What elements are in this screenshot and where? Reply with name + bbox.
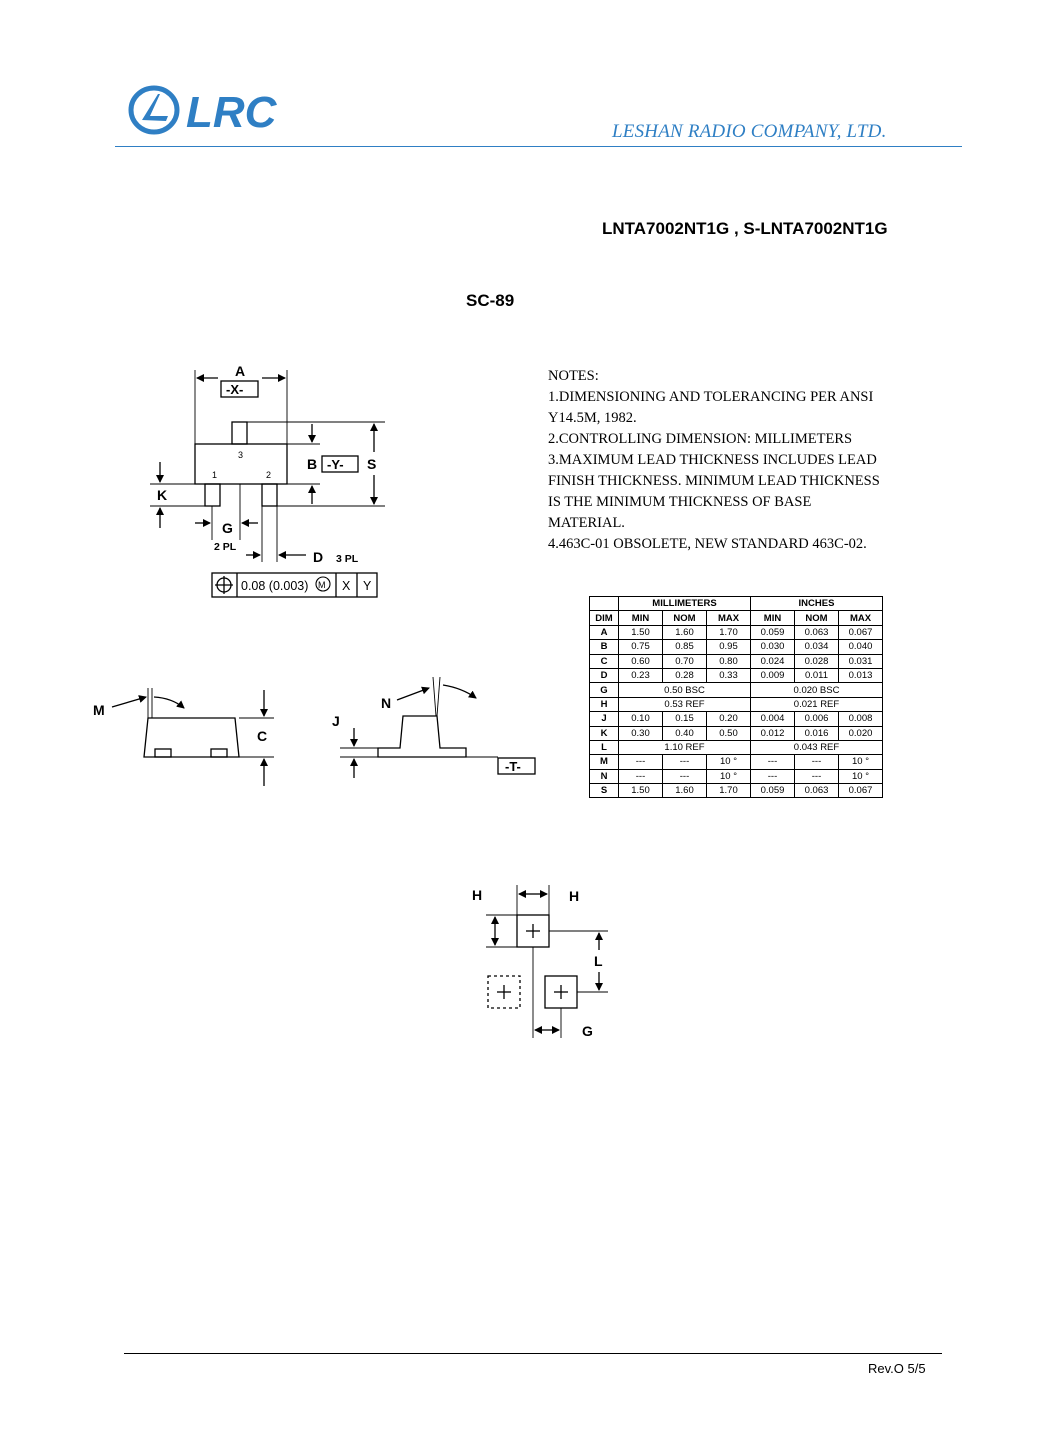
- label-b: B: [307, 456, 318, 472]
- value-cell: ---: [663, 769, 707, 783]
- value-cell: 0.33: [707, 668, 751, 682]
- dim-cell: K: [590, 726, 619, 740]
- datum-ref-y: Y: [363, 579, 372, 593]
- value-cell: 0.067: [839, 784, 883, 798]
- merged-value-cell: 0.020 BSC: [751, 683, 883, 697]
- value-cell: 0.50: [707, 726, 751, 740]
- value-cell: 1.50: [619, 784, 663, 798]
- table-row: [590, 740, 883, 754]
- value-cell: 10 °: [707, 769, 751, 783]
- note-line: IS THE MINIMUM THICKNESS OF BASE: [548, 494, 812, 510]
- dim-cell: C: [590, 654, 619, 668]
- header-millimeters: MILLIMETERS: [619, 597, 751, 611]
- label-h-left: H: [472, 887, 483, 903]
- value-cell: 0.031: [839, 654, 883, 668]
- note-line: MATERIAL.: [548, 515, 625, 531]
- value-cell: 0.75: [619, 640, 663, 654]
- dim-cell: G: [590, 683, 619, 697]
- dim-cell: J: [590, 712, 619, 726]
- revision-label: Rev.O 5/5: [868, 1361, 926, 1376]
- label-d: D: [313, 549, 324, 565]
- pin-3-label: 3: [238, 450, 244, 460]
- value-cell: 1.50: [619, 625, 663, 639]
- column-header: MAX: [707, 611, 751, 625]
- value-cell: 0.008: [839, 712, 883, 726]
- value-cell: 1.60: [663, 784, 707, 798]
- table-row: [590, 697, 883, 711]
- dim-cell: H: [590, 697, 619, 711]
- notes-heading: NOTES:: [548, 368, 599, 384]
- label-n: N: [381, 695, 392, 711]
- value-cell: 0.063: [795, 784, 839, 798]
- column-header: DIM: [590, 611, 619, 625]
- value-cell: 0.020: [839, 726, 883, 740]
- value-cell: 1.60: [663, 625, 707, 639]
- label-a: A: [235, 363, 246, 379]
- value-cell: 10 °: [707, 755, 751, 769]
- value-cell: 0.20: [707, 712, 751, 726]
- dim-cell: M: [590, 755, 619, 769]
- note-line: 4.463C-01 OBSOLETE, NEW STANDARD 463C-02.: [548, 536, 867, 552]
- label-s: S: [367, 456, 377, 472]
- notes-block: [548, 366, 928, 555]
- value-cell: ---: [663, 755, 707, 769]
- label-d-note: 3 PL: [336, 553, 359, 565]
- company-name: LESHAN RADIO COMPANY, LTD.: [612, 121, 887, 142]
- value-cell: 0.028: [795, 654, 839, 668]
- label-g: G: [222, 520, 233, 536]
- value-cell: ---: [619, 769, 663, 783]
- datum-ref-x: X: [342, 579, 351, 593]
- label-j: J: [332, 713, 340, 729]
- table-row: [590, 726, 883, 740]
- table-row: [590, 640, 883, 654]
- value-cell: 0.95: [707, 640, 751, 654]
- table-row: [590, 784, 883, 798]
- label-c: C: [257, 728, 268, 744]
- column-header: NOM: [663, 611, 707, 625]
- table-row: [590, 654, 883, 668]
- dim-cell: B: [590, 640, 619, 654]
- value-cell: ---: [619, 755, 663, 769]
- value-cell: 1.70: [707, 625, 751, 639]
- label-k: K: [157, 487, 168, 503]
- column-header: MIN: [619, 611, 663, 625]
- value-cell: 10 °: [839, 769, 883, 783]
- value-cell: ---: [751, 769, 795, 783]
- label-x-datum: -X-: [226, 382, 244, 397]
- value-cell: 0.70: [663, 654, 707, 668]
- value-cell: 0.030: [751, 640, 795, 654]
- value-cell: 0.011: [795, 668, 839, 682]
- label-m: M: [93, 702, 105, 718]
- label-g-footprint: G: [582, 1023, 593, 1039]
- note-line: FINISH THICKNESS. MINIMUM LEAD THICKNESS: [548, 473, 880, 489]
- value-cell: 0.059: [751, 784, 795, 798]
- value-cell: ---: [795, 755, 839, 769]
- value-cell: 10 °: [839, 755, 883, 769]
- dim-cell: S: [590, 784, 619, 798]
- value-cell: 0.059: [751, 625, 795, 639]
- value-cell: 0.013: [839, 668, 883, 682]
- value-cell: 0.067: [839, 625, 883, 639]
- value-cell: 0.85: [663, 640, 707, 654]
- column-header: MIN: [751, 611, 795, 625]
- value-cell: 0.23: [619, 668, 663, 682]
- table-row: [590, 625, 883, 639]
- footer-divider: [124, 1353, 942, 1354]
- merged-value-cell: 0.021 REF: [751, 697, 883, 711]
- value-cell: 0.016: [795, 726, 839, 740]
- package-name: SC-89: [466, 291, 515, 310]
- table-row: [590, 683, 883, 697]
- value-cell: 0.004: [751, 712, 795, 726]
- value-cell: 0.30: [619, 726, 663, 740]
- value-cell: ---: [751, 755, 795, 769]
- dimension-table-body: [590, 625, 883, 798]
- value-cell: 0.034: [795, 640, 839, 654]
- value-cell: ---: [795, 769, 839, 783]
- value-cell: 0.006: [795, 712, 839, 726]
- value-cell: 0.60: [619, 654, 663, 668]
- value-cell: 1.70: [707, 784, 751, 798]
- value-cell: 0.063: [795, 625, 839, 639]
- column-header: NOM: [795, 611, 839, 625]
- value-cell: 0.28: [663, 668, 707, 682]
- position-tolerance: 0.08 (0.003): [241, 579, 309, 593]
- value-cell: 0.15: [663, 712, 707, 726]
- note-line: 3.MAXIMUM LEAD THICKNESS INCLUDES LEAD: [548, 452, 877, 468]
- table-row: [590, 668, 883, 682]
- merged-value-cell: 1.10 REF: [619, 740, 751, 754]
- label-y-datum: -Y-: [327, 457, 344, 472]
- value-cell: 0.80: [707, 654, 751, 668]
- table-row: [590, 755, 883, 769]
- dim-cell: N: [590, 769, 619, 783]
- label-g-note: 2 PL: [214, 541, 237, 553]
- dim-cell: D: [590, 668, 619, 682]
- note-line: 2.CONTROLLING DIMENSION: MILLIMETERS: [548, 431, 853, 447]
- merged-value-cell: 0.53 REF: [619, 697, 751, 711]
- label-t-datum: -T-: [505, 759, 521, 774]
- dim-cell: A: [590, 625, 619, 639]
- header-inches: INCHES: [751, 597, 883, 611]
- value-cell: 0.012: [751, 726, 795, 740]
- dimension-table: [589, 596, 883, 798]
- pin-2-label: 2: [266, 470, 272, 480]
- value-cell: 0.009: [751, 668, 795, 682]
- value-cell: 0.024: [751, 654, 795, 668]
- pin-1-label: 1: [212, 470, 218, 480]
- dim-cell: L: [590, 740, 619, 754]
- value-cell: 0.10: [619, 712, 663, 726]
- label-h-right: H: [569, 888, 580, 904]
- logo-text: LRC: [186, 88, 277, 137]
- value-cell: 0.40: [663, 726, 707, 740]
- table-row: [590, 769, 883, 783]
- table-row: [590, 712, 883, 726]
- part-title: LNTA7002NT1G , S-LNTA7002NT1G: [602, 219, 888, 238]
- material-modifier: M: [318, 580, 326, 590]
- merged-value-cell: 0.043 REF: [751, 740, 883, 754]
- column-header: MAX: [839, 611, 883, 625]
- merged-value-cell: 0.50 BSC: [619, 683, 751, 697]
- note-line: 1.DIMENSIONING AND TOLERANCING PER ANSI: [548, 389, 874, 405]
- note-line: Y14.5M, 1982.: [548, 410, 637, 426]
- value-cell: 0.040: [839, 640, 883, 654]
- label-l: L: [594, 953, 603, 969]
